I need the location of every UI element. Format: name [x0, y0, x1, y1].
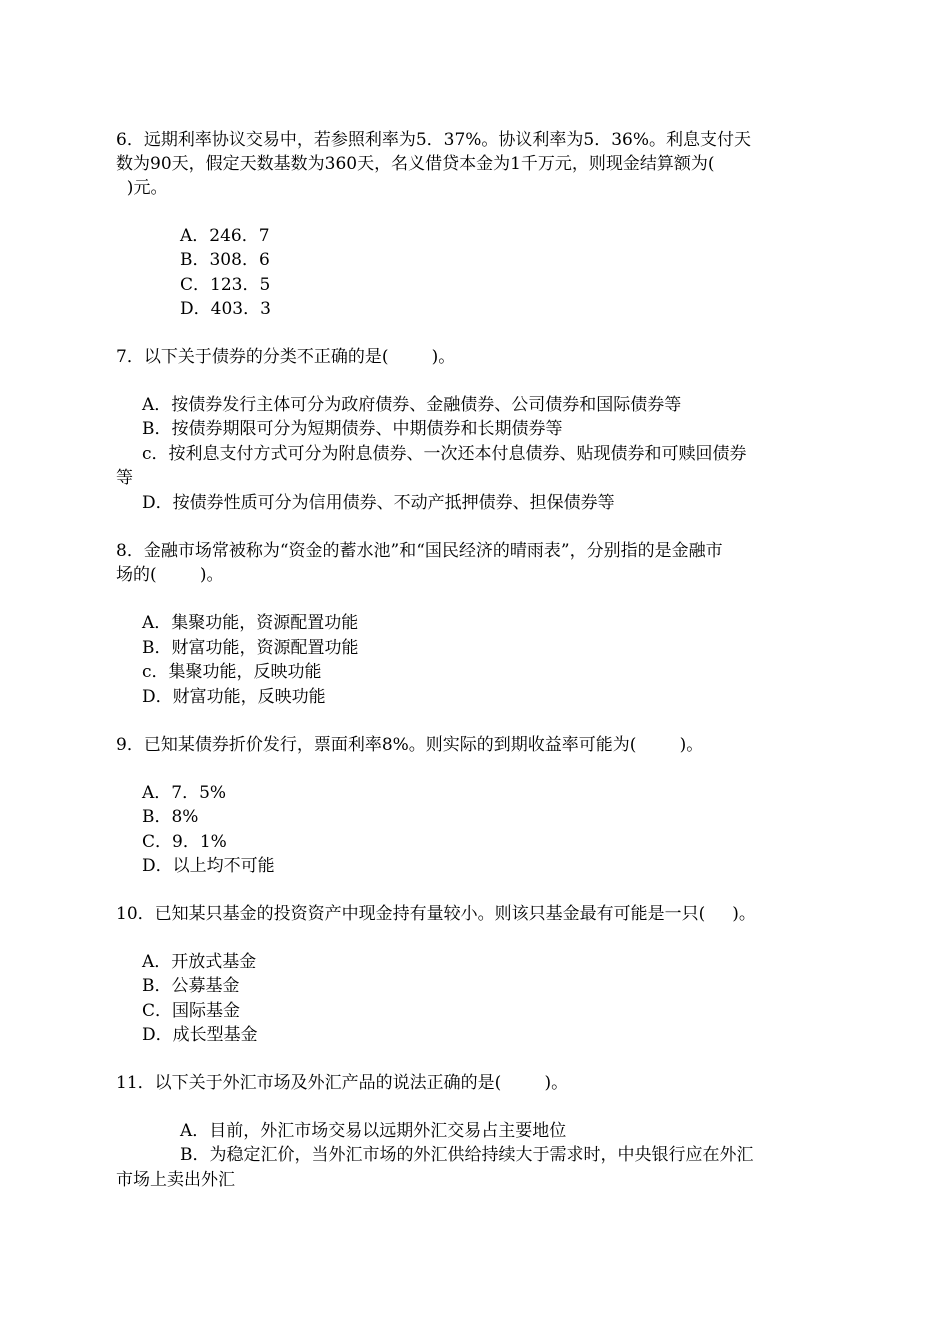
question-10-option-a: A．开放式基金 — [142, 952, 257, 972]
question-8-option-b: B．财富功能，资源配置功能 — [142, 638, 359, 658]
question-8-option-c: c．集聚功能，反映功能 — [142, 662, 322, 682]
question-7-option-b: B．按债券期限可分为短期债券、中期债券和长期债券等 — [142, 419, 563, 439]
question-8-option-a: A．集聚功能，资源配置功能 — [142, 613, 359, 633]
question-8-option-d: D．财富功能，反映功能 — [142, 687, 326, 707]
question-9-stem: 9．已知某债券折价发行，票面利率8%。则实际的到期收益率可能为( )。 — [116, 735, 704, 755]
question-10-stem: 10．已知某只基金的投资资产中现金持有量较小。则该只基金最有可能是一只( )。 — [116, 904, 756, 924]
question-7-option-c: c．按利息支付方式可分为附息债券、一次还本付息债券、贴现债券和可赎回债券 — [142, 444, 747, 464]
question-11-stem: 11．以下关于外汇市场及外汇产品的说法正确的是( )。 — [116, 1073, 569, 1093]
question-9-option-d: D．以上均不可能 — [142, 856, 275, 876]
question-11-option-a: A．目前，外汇市场交易以远期外汇交易占主要地位 — [180, 1121, 567, 1141]
question-6-stem-line-1: 6．远期利率协议交易中，若参照利率为5．37%。协议利率为5．36%。利息支付天 — [116, 130, 752, 150]
question-9-option-b: B．8% — [142, 807, 199, 827]
question-7-option-d: D．按债券性质可分为信用债券、不动产抵押债券、担保债券等 — [142, 493, 615, 513]
question-9-option-c: C．9．1% — [142, 832, 227, 852]
question-7-option-c-cont: 等 — [116, 468, 133, 488]
question-10-option-b: B．公募基金 — [142, 976, 240, 996]
question-6-option-a: A．246．7 — [180, 226, 270, 246]
question-8-stem-line-1: 8．金融市场常被称为“资金的蓄水池”和“国民经济的晴雨表”，分别指的是金融市 — [116, 541, 723, 561]
question-6-option-d: D．403．3 — [180, 299, 271, 319]
question-10-option-d: D．成长型基金 — [142, 1025, 258, 1045]
question-6-option-b: B．308．6 — [180, 250, 270, 270]
question-9-option-a: A．7．5% — [142, 783, 227, 803]
question-6-stem-line-3: )元。 — [116, 178, 168, 198]
question-6-option-c: C．123．5 — [180, 275, 271, 295]
question-6-stem-line-2: 数为90天，假定天数基数为360天，名义借贷本金为1千万元，则现金结算额为( — [116, 154, 715, 174]
question-10-option-c: C．国际基金 — [142, 1001, 241, 1021]
question-7-option-a: A．按债券发行主体可分为政府债券、金融债券、公司债券和国际债券等 — [142, 395, 682, 415]
question-11-option-b: B．为稳定汇价，当外汇市场的外汇供给持续大于需求时，中央银行应在外汇 — [180, 1145, 754, 1165]
question-11-option-b-cont: 市场上卖出外汇 — [116, 1170, 235, 1190]
question-8-stem-line-2: 场的( )。 — [116, 565, 224, 585]
question-7-stem: 7．以下关于债券的分类不正确的是( )。 — [116, 347, 456, 367]
